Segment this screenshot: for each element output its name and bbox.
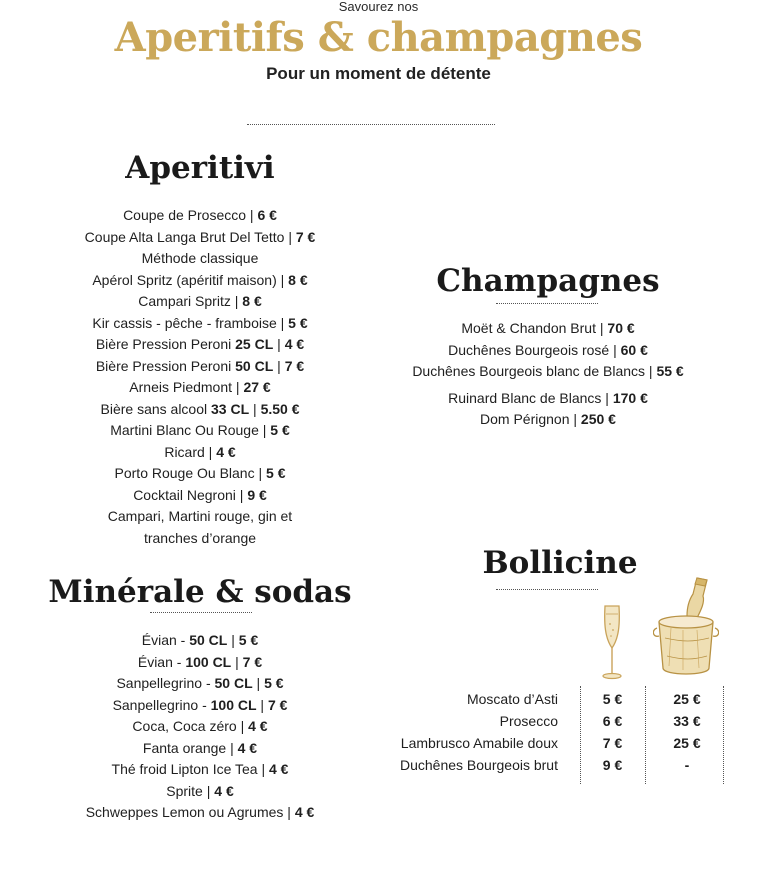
menu-item-label: Apérol Spritz (apéritif maison) | [92,271,289,288]
menu-item-label: Dom Pérignon | [480,411,581,427]
menu-item [388,361,708,383]
menu-item-price: 5 € [264,675,284,691]
menu-item-price: 4 € [237,739,258,756]
menu-item-label: Sanpellegrino - [112,696,211,713]
menu-item [0,399,400,421]
menu-item-label: Ruinard Blanc de Blancs | [448,389,613,406]
menu-item-price: 4 € [248,718,268,734]
menu-item [0,528,400,550]
bollicine-glass-price: 7 € [602,735,623,751]
menu-item [0,227,400,249]
menu-item [0,463,400,485]
menu-item-price: 100 CL [210,696,257,713]
menu-item [0,356,400,378]
menu-item-label: Coupe de Prosecco | [123,207,258,223]
menu-item-price: 6 € [257,207,277,223]
menu-item-price: 100 CL [185,653,232,670]
menu-item-label: Fanta orange | [142,739,238,756]
menu-item-price: 4 € [269,761,289,777]
menu-item-price: 70 € [607,320,635,336]
menu-item-price: 55 € [656,363,684,379]
menu-item-price: 5 € [266,465,286,481]
bollicine-bottle-price: 25 € [673,735,701,751]
menu-item-label: Schweppes Lemon ou Agrumes | [85,804,295,820]
menu-item-label: Moët & Chandon Brut | [461,320,608,336]
menu-item-price: 7 € [295,228,316,245]
bollicine-glass-price: 6 € [602,713,623,729]
menu-item-label: Coupe Alta Langa Brut Del Tetto | [84,228,296,245]
menu-item [0,420,400,442]
menu-item-label: Ricard | [164,443,217,460]
menu-item-label: Méthode classique [141,250,259,266]
bollicine-divider [496,589,598,590]
menu-item-label: Campari, Martini rouge, gin et [107,508,293,524]
menu-item-label: Évian - [141,632,190,648]
menu-item-price: 25 CL [235,336,274,352]
bollicine-bottle-price: 25 € [673,691,701,707]
bollicine-item-name: Duchênes Bourgeois brut [400,757,558,773]
menu-item [0,291,400,313]
section-title-champagnes: Champagnes [436,263,660,299]
page-title: Aperitifs & champagnes [114,14,643,61]
menu-item-price: 5 € [238,632,259,648]
bollicine-item-name: Moscato d’Asti [466,691,558,707]
bollicine-bottle-price: - [684,757,690,773]
menu-item-price: 9 € [247,486,267,503]
section-title-minerale: Minérale & sodas [48,574,352,610]
menu-item-separator: | [227,632,239,648]
menu-item [388,318,708,340]
menu-item [0,442,400,464]
champagnes-divider [496,303,598,304]
menu-item-price: 5.50 € [260,400,300,417]
bollicine-bottle-price: 33 € [673,713,701,729]
menu-item-separator: | [252,675,265,691]
menu-item-label: Évian - [137,653,186,670]
menu-item [0,377,400,399]
bollicine-item-name: Prosecco [499,713,558,729]
menu-item [0,334,400,356]
menu-item-label: Cocktail Negroni | [133,486,248,503]
menu-item [0,506,400,528]
menu-item-separator: | [249,400,261,417]
menu-item [0,485,400,507]
champagnes-list [388,318,708,431]
menu-item-price: 4 € [294,804,315,820]
menu-item-price: 170 € [612,389,648,406]
menu-item-label: Martini Blanc Ou Rouge | [110,422,271,438]
menu-item-price: 7 € [267,696,288,713]
menu-item-separator: | [256,696,268,713]
menu-item-price: 7 € [284,357,305,374]
page-subtitle: Pour un moment de détente [266,64,491,83]
menu-item-label: Duchênes Bourgeois blanc de Blancs | [412,363,657,379]
menu-item-label: Arneis Piedmont | [129,379,244,395]
aperitivi-list [0,205,400,549]
menu-item-price: 33 CL [211,400,250,417]
menu-item [0,652,400,674]
bollicine-glass-price: 9 € [602,757,623,773]
bollicine-item-name: Lambrusco Amabile doux [400,735,558,751]
menu-item [0,270,400,292]
menu-item [0,630,400,652]
menu-item-separator: | [231,653,243,670]
menu-item-price: 4 € [216,443,236,460]
menu-item [0,205,400,227]
section-title-bollicine: Bollicine [482,545,638,581]
menu-item-price: 5 € [288,314,308,331]
menu-item [388,388,708,410]
menu-item-label: Sanpellegrino - [116,675,215,691]
menu-item-label: Bière Pression Peroni [95,357,236,374]
menu-item-label: Sprite | [166,782,215,799]
menu-item-separator: | [273,336,285,352]
menu-item-price: 50 CL [214,675,253,691]
menu-item-price: 4 € [284,336,305,352]
menu-item-price: 4 € [214,782,234,799]
menu-item [0,248,400,270]
menu-item-price: 8 € [242,293,262,309]
header-divider [247,124,495,125]
menu-item-price: 5 € [270,422,290,438]
menu-item-price: 50 CL [189,632,228,648]
menu-item-price: 8 € [288,271,308,288]
menu-item-price: 250 € [580,411,616,427]
menu-item [388,340,708,362]
menu-item [0,802,400,824]
menu-item-label: Bière Pression Peroni [95,336,236,352]
menu-item-label: Porto Rouge Ou Blanc | [114,465,267,481]
menu-item [388,409,708,431]
menu-item-price: 60 € [620,341,648,358]
minerale-divider [150,612,252,613]
menu-item [0,313,400,335]
champagne-bucket-icon [653,576,719,680]
menu-item-label: Duchênes Bourgeois rosé | [448,341,621,358]
menu-item-label: Thé froid Lipton Ice Tea | [111,761,269,777]
menu-item-price: 27 € [243,379,271,395]
menu-item-label: Kir cassis - pêche - framboise | [92,314,289,331]
menu-item-label: Bière sans alcool [100,400,212,417]
champagne-flute-icon [598,604,626,680]
header-kicker: Savourez nos [338,0,419,14]
menu-item-price: 50 CL [235,357,274,374]
menu-item-label: tranches d’orange [143,529,257,546]
bollicine-table [320,688,740,788]
section-title-aperitivi: Aperitivi [125,150,275,186]
menu-item-label: Campari Spritz | [138,293,243,309]
menu-item-separator: | [273,357,285,374]
menu-item-price: 7 € [242,653,263,670]
menu-item-label: Coca, Coca zéro | [132,718,249,734]
bollicine-glass-price: 5 € [602,691,623,707]
